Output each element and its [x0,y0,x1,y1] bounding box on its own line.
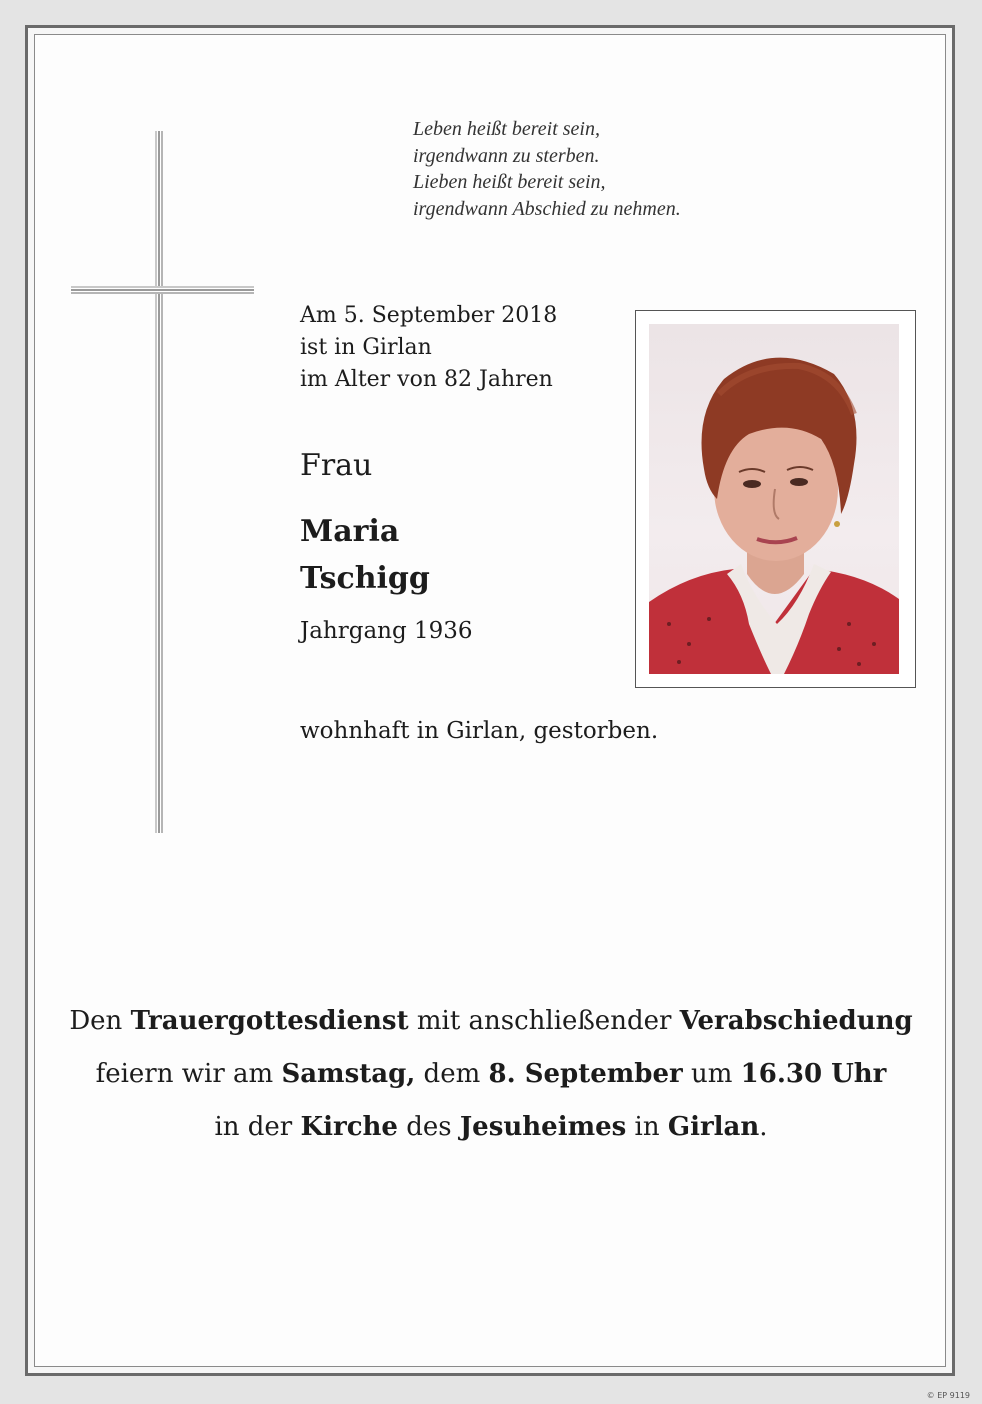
cross-icon-vertical [155,131,165,833]
birth-year: Jahrgang 1936 [300,618,473,644]
portrait-frame [635,310,916,688]
print-code: © EP 9119 [926,1391,970,1400]
inner-border [34,34,946,1367]
death-age: im Alter von 82 Jahren [300,367,553,392]
cross-icon-horizontal [71,286,254,296]
portrait-illustration [649,324,899,674]
death-place: ist in Girlan [300,335,432,360]
motto-verse [413,116,681,222]
service-line-3: in der Kirche des Jesuheimes in Girlan. [214,1112,768,1142]
motto-line: Lieben heißt bereit sein, [413,171,606,193]
funeral-service-info [50,995,932,1154]
service-line-1: Den Trauergottesdienst mit anschließender Verabschiedung [69,1006,913,1036]
portrait-photo [649,324,899,674]
last-name: Tschigg [300,561,430,596]
deceased-name [300,508,430,602]
salutation: Frau [300,448,373,483]
first-name: Maria [300,514,400,549]
motto-line: Leben heißt bereit sein, [413,118,600,140]
residence-line: wohnhaft in Girlan, gestorben. [300,718,659,744]
death-notice [300,300,557,396]
service-line-2: feiern wir am Samstag, dem 8. September um 16.30 Uhr [95,1059,887,1089]
motto-line: irgendwann zu sterben. [413,144,600,167]
motto-line: irgendwann Abschied zu nehmen. [413,197,681,220]
death-date: Am 5. September 2018 [300,303,558,328]
